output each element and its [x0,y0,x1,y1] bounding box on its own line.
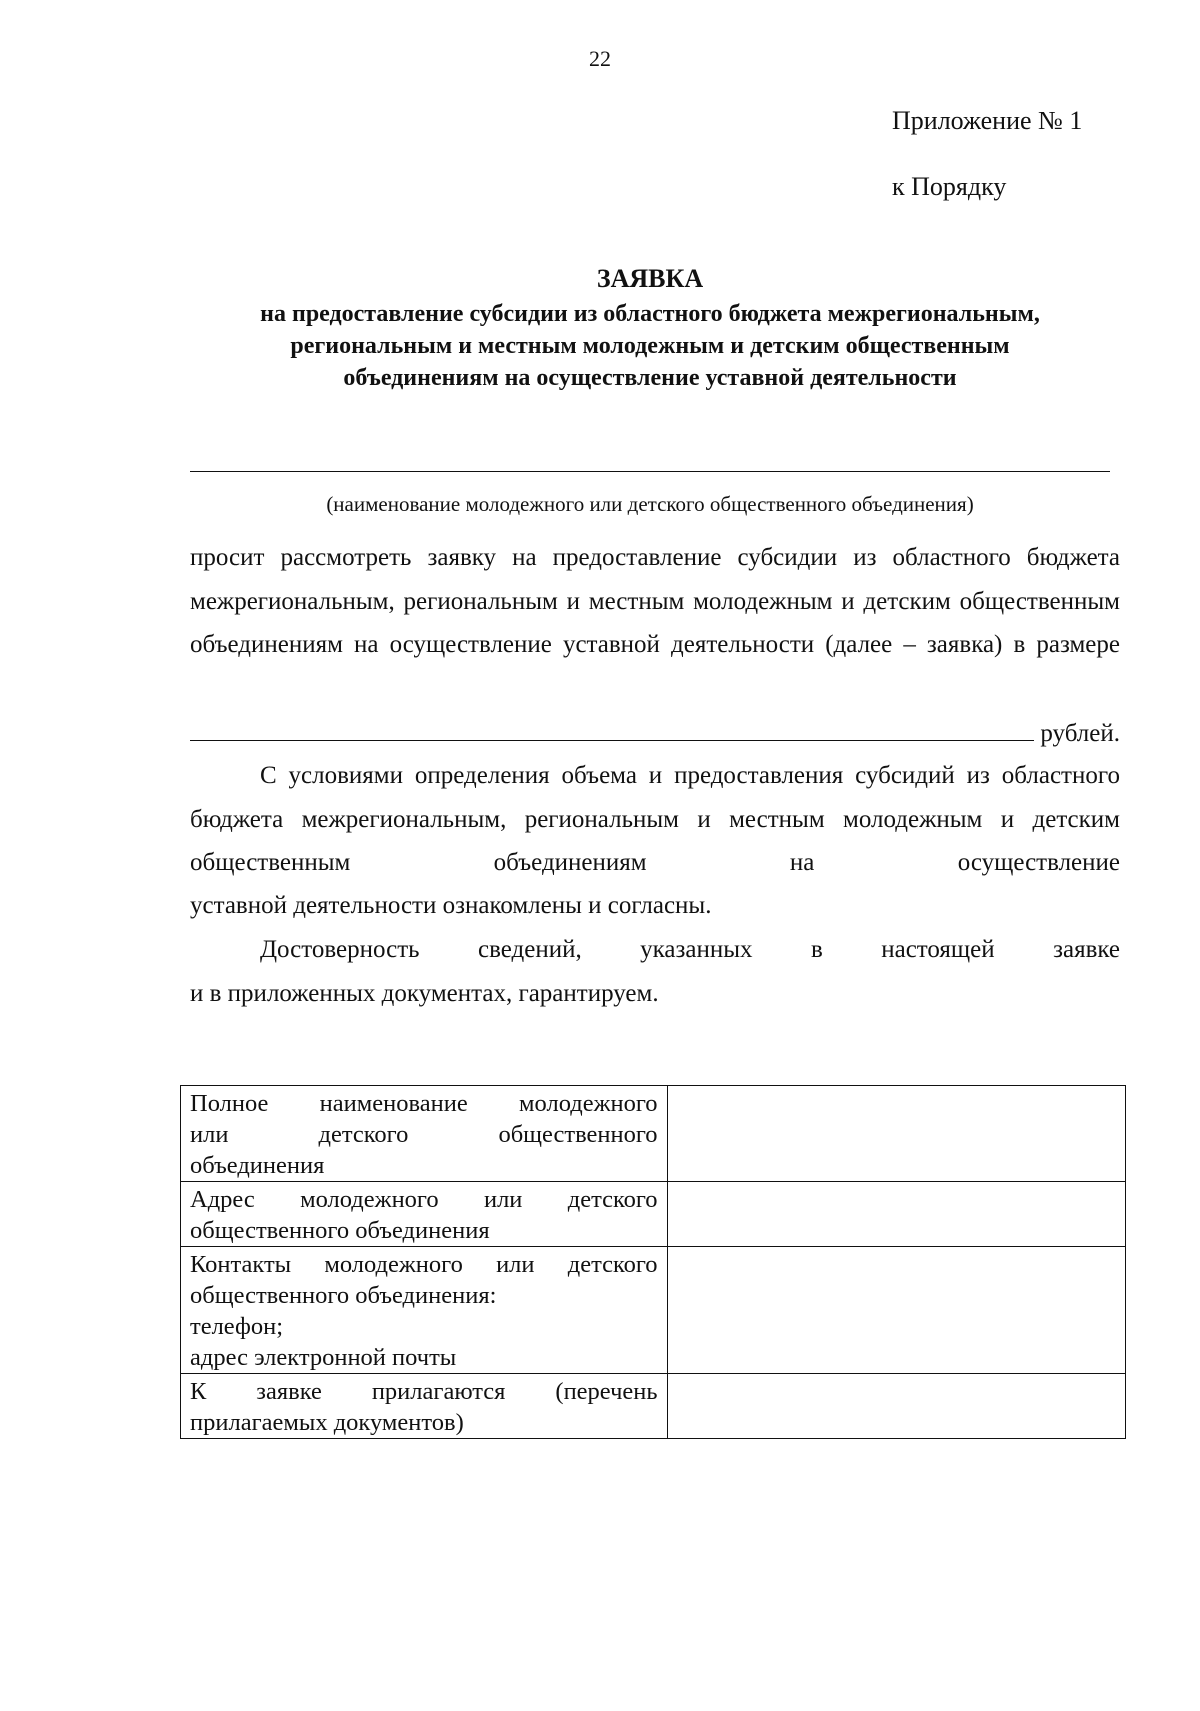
guarantee-paragraph-last-line: и в приложенных документах, гарантируем. [190,980,659,1007]
full-name-field[interactable] [667,1086,1125,1182]
table-row [181,1247,1126,1374]
appendix-label: Приложение № 1 [892,106,1083,135]
attachments-label: К заявке прилагаются (перечень прилагаемых документов) [181,1374,668,1439]
contacts-field[interactable] [667,1247,1125,1374]
subtitle-line: на предоставление субсидии из областного бюджета межрегиональным, [260,301,1040,327]
table-row [181,1374,1126,1439]
table-row [181,1086,1126,1182]
guarantee-paragraph: Достоверность сведений, указанных в настоящей заявке [260,936,1120,963]
organization-name-blank [190,471,1110,472]
full-name-label: Полное наименование молодежного или детского общественного объединения [181,1086,668,1182]
address-field[interactable] [667,1182,1125,1247]
organization-name-caption: (наименование молодежного или детского общественного объединения) [326,492,974,516]
table-row [181,1182,1126,1247]
contacts-label: Контакты молодежного или детского общественного объединения: телефон; адрес электронной почты [181,1247,668,1374]
appendix-reference: к Порядку [892,172,1007,201]
application-form-table [180,1085,1126,1439]
document-title: ЗАЯВКА [596,264,704,293]
amount-currency: рублей. [1040,720,1120,747]
address-label: Адрес молодежного или детского общественного объединения [181,1182,668,1247]
amount-blank [190,710,1034,741]
page-number: 22 [589,46,611,71]
subtitle-line: региональным и местным молодежным и детским общественным [290,333,1010,359]
conditions-paragraph-last-line: уставной деятельности ознакомлены и согласны. [190,892,712,919]
document-subtitle [150,298,1150,394]
conditions-paragraph: С условиями определения объема и предоставления субсидий из областного бюджета межрегиональным, региональным и местным молодежным и детским общественным объединениям на осуществление [190,762,1120,876]
subtitle-line: объединениям на осуществление уставной деятельности [343,365,957,391]
request-paragraph: просит рассмотреть заявку на предоставление субсидии из областного бюджета межрегиональным, региональным и местным молодежным и детским общественным объединениям на осуществление уставной деятельности (далее – заявка) в размере [190,544,1120,658]
attachments-field[interactable] [667,1374,1125,1439]
amount-line [190,710,1120,756]
